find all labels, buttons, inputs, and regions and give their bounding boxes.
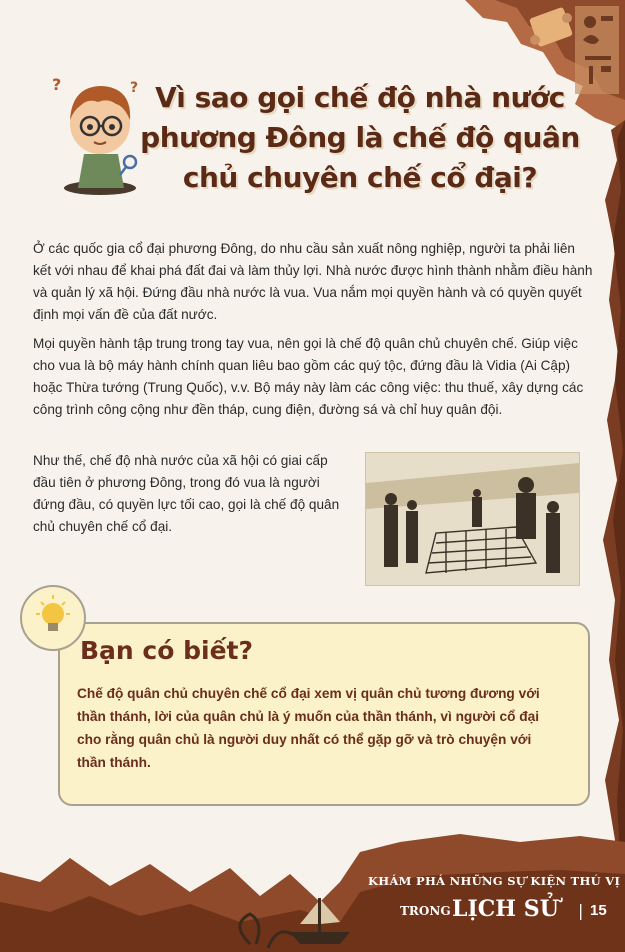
- paragraph-2: Mọi quyền hành tập trung trong tay vua, nên gọi là chế độ quân chủ chuyên chế. Giúp việc cho vua là bộ máy hành chính quan liêu bao gồm các quý tộc, đứng đầu là Vidia (Ai Cập) hoặc Thừa tướng (Trung Quốc), v.v. Bộ máy này làm các công việc: thu thuế, xây dựng các công trình công cộng như đền tháp, cung điện, đường sá và chỉ huy quân đội.: [33, 336, 584, 417]
- series-title-line1: KHÁM PHÁ NHỮNG SỰ KIỆN THÚ VỊ: [368, 874, 621, 888]
- series-title-lich-su: LỊCH SỬ: [452, 896, 559, 922]
- lightbulb-icon: [22, 587, 84, 649]
- footer-separator: |: [578, 901, 584, 920]
- svg-text:?: ?: [130, 80, 139, 96]
- ancient-court-illustration: [365, 452, 580, 586]
- lightbulb-badge: [20, 585, 86, 651]
- thinking-boy-mascot: [48, 70, 146, 195]
- torn-edge-right: [591, 120, 625, 880]
- paragraph-1: Ở các quốc gia cổ đại phương Đông, do nhu cầu sản xuất nông nghiệp, người ta phải liên kết với nhau để khai phá đất đai và làm thủy lợi. Nhà nước được hình thành nhằm điều hành và quản lý xã hội. Đứng đầu nhà nước là vua. Vua nắm mọi quyền hành và có quyền quyết định mọi vấn đề của đất nước.: [33, 241, 593, 322]
- series-title-trong: TRONG: [400, 904, 451, 918]
- tip-text: Chế độ quân chủ chuyên chế cổ đại xem vị quân chủ tương đương với thần thánh, lời của quân chủ là ý muốn của thần thánh, vì người cổ đại cho rằng quân chủ là người duy nhất có thể gặp gỡ và trò chuyện với thần thánh.: [77, 686, 540, 770]
- question-mark-icon: ?: [52, 75, 62, 94]
- paragraph-3: Như thế, chế độ nhà nước của xã hội có giai cấp đầu tiên ở phương Đông, trong đó vua là người đứng đầu, có quyền lực tối cao, gọi là chế độ quân chủ chuyên chế cổ đại.: [33, 453, 340, 534]
- page-number: 15: [590, 902, 607, 919]
- magnifier-icon: [124, 156, 136, 168]
- tip-heading: Bạn có biết?: [80, 636, 253, 665]
- page-title: Vì sao gọi chế độ nhà nước phương Đông là chế độ quân chủ chuyên chế cổ đại?: [140, 81, 580, 194]
- hieroglyph-panel: [575, 6, 619, 94]
